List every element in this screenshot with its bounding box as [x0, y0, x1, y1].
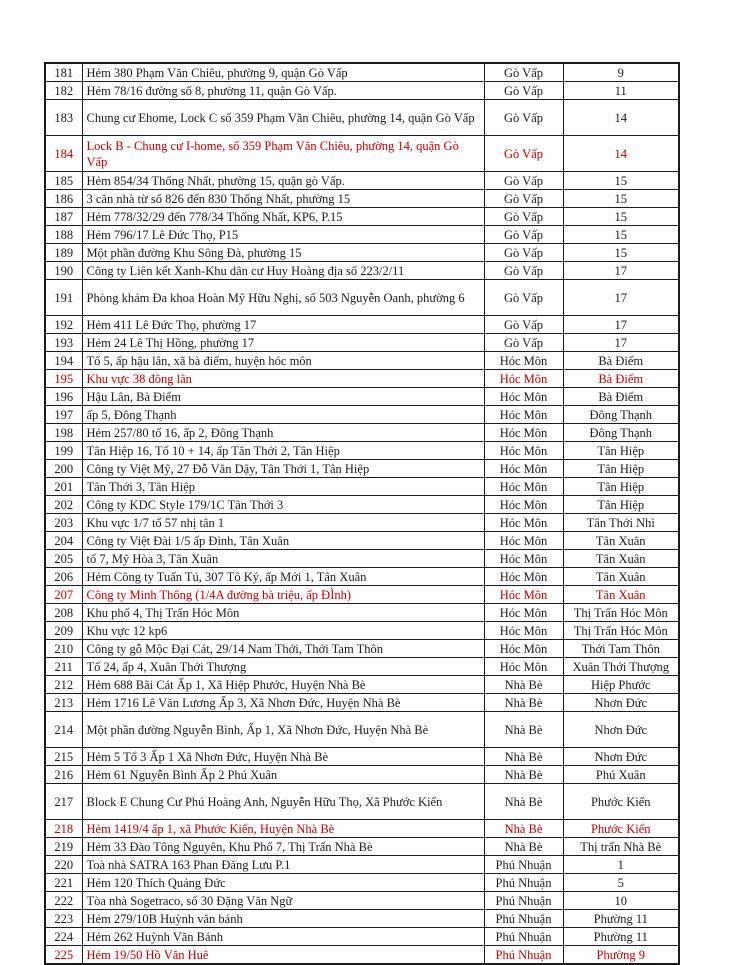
- table-row: [45, 316, 679, 334]
- row-number: 207: [45, 586, 82, 604]
- district-cell: Gò Vấp: [484, 226, 563, 244]
- address-cell: Một phần đường Nguyễn Bình, Ấp 1, Xã Nhơn Đức, Huyện Nhà Bè: [82, 712, 484, 748]
- district-cell: Gò Vấp: [484, 63, 563, 82]
- table-row: [45, 712, 679, 748]
- table-row: [45, 676, 679, 694]
- row-number: 184: [45, 136, 82, 172]
- ward-cell: Nhơn Đức: [563, 694, 679, 712]
- table-row: [45, 640, 679, 658]
- row-number: 211: [45, 658, 82, 676]
- row-number: 215: [45, 748, 82, 766]
- row-number: 210: [45, 640, 82, 658]
- ward-cell: 17: [563, 262, 679, 280]
- district-cell: Hóc Môn: [484, 532, 563, 550]
- address-cell: Khu vực 1/7 tổ 57 nhị tân 1: [82, 514, 484, 532]
- table-row: [45, 532, 679, 550]
- table-body: [45, 63, 679, 964]
- district-cell: Hóc Môn: [484, 388, 563, 406]
- row-number: 221: [45, 874, 82, 892]
- table-row: [45, 748, 679, 766]
- table-row: [45, 424, 679, 442]
- table-row: [45, 370, 679, 388]
- address-cell: Hẻm 5 Tổ 3 Ấp 1 Xã Nhơn Đức, Huyện Nhà Bè: [82, 748, 484, 766]
- ward-cell: Bà Điểm: [563, 370, 679, 388]
- address-cell: Khu phố 4, Thị Trấn Hóc Môn: [82, 604, 484, 622]
- ward-cell: 17: [563, 316, 679, 334]
- ward-cell: 15: [563, 244, 679, 262]
- address-cell: Công ty gỗ Mộc Đại Cát, 29/14 Nam Thới, Thới Tam Thôn: [82, 640, 484, 658]
- district-cell: Gò Vấp: [484, 172, 563, 190]
- ward-cell: 11: [563, 82, 679, 100]
- district-cell: Phú Nhuận: [484, 946, 563, 965]
- table-row: [45, 910, 679, 928]
- district-cell: Gò Vấp: [484, 208, 563, 226]
- address-cell: Hẻm 33 Đào Tông Nguyên, Khu Phố 7, Thị Trấn Nhà Bè: [82, 838, 484, 856]
- row-number: 205: [45, 550, 82, 568]
- district-cell: Hóc Môn: [484, 496, 563, 514]
- district-cell: Hóc Môn: [484, 352, 563, 370]
- address-cell: Hẻm 78/16 đường số 8, phường 11, quận Gò Vấp.: [82, 82, 484, 100]
- ward-cell: 17: [563, 334, 679, 352]
- row-number: 186: [45, 190, 82, 208]
- ward-cell: 14: [563, 136, 679, 172]
- row-number: 192: [45, 316, 82, 334]
- address-cell: Hẻm 120 Thích Quảng Đức: [82, 874, 484, 892]
- district-cell: Hóc Môn: [484, 586, 563, 604]
- table-row: [45, 766, 679, 784]
- district-cell: Hóc Môn: [484, 622, 563, 640]
- address-cell: Hẻm 796/17 Lê Đức Thọ, P15: [82, 226, 484, 244]
- row-number: 201: [45, 478, 82, 496]
- table-row: [45, 244, 679, 262]
- district-cell: Gò Vấp: [484, 100, 563, 136]
- address-cell: Chung cư Ehome, Lock C số 359 Phạm Văn Chiêu, phường 14, quận Gò Vấp: [82, 100, 484, 136]
- row-number: 204: [45, 532, 82, 550]
- ward-cell: Bà Điểm: [563, 388, 679, 406]
- row-number: 212: [45, 676, 82, 694]
- address-cell: ấp 5, Đông Thạnh: [82, 406, 484, 424]
- table-row: [45, 838, 679, 856]
- ward-cell: Thị trấn Nhà Bè: [563, 838, 679, 856]
- district-cell: Hóc Môn: [484, 460, 563, 478]
- ward-cell: Nhơn Đức: [563, 712, 679, 748]
- district-cell: Nhà Bè: [484, 748, 563, 766]
- address-cell: Hẻm 1419/4 ấp 1, xã Phước Kiển, Huyện Nhà Bè: [82, 820, 484, 838]
- table-row: [45, 820, 679, 838]
- ward-cell: Đông Thạnh: [563, 424, 679, 442]
- row-number: 200: [45, 460, 82, 478]
- table-row: [45, 784, 679, 820]
- row-number: 218: [45, 820, 82, 838]
- address-cell: Khu vực 12 kp6: [82, 622, 484, 640]
- ward-cell: Hiệp Phước: [563, 676, 679, 694]
- address-cell: Hẻm 411 Lê Đức Thọ, phường 17: [82, 316, 484, 334]
- address-cell: Hẻm Công ty Tuấn Tú, 307 Tô Ký, ấp Mới 1, Tân Xuân: [82, 568, 484, 586]
- address-cell: Công ty Việt Mỹ, 27 Đỗ Văn Dậy, Tân Thới 1, Tân Hiệp: [82, 460, 484, 478]
- address-cell: Tổ 24, ấp 4, Xuân Thới Thượng: [82, 658, 484, 676]
- ward-cell: Đông Thạnh: [563, 406, 679, 424]
- district-cell: Nhà Bè: [484, 838, 563, 856]
- table-row: [45, 280, 679, 316]
- row-number: 181: [45, 63, 82, 82]
- ward-cell: Phường 11: [563, 928, 679, 946]
- row-number: 185: [45, 172, 82, 190]
- district-cell: Hóc Môn: [484, 424, 563, 442]
- address-cell: Hẻm 778/32/29 đến 778/34 Thống Nhất, KP6, P.15: [82, 208, 484, 226]
- row-number: 225: [45, 946, 82, 965]
- row-number: 197: [45, 406, 82, 424]
- district-cell: Nhà Bè: [484, 694, 563, 712]
- district-cell: Hóc Môn: [484, 514, 563, 532]
- district-cell: Gò Vấp: [484, 244, 563, 262]
- row-number: 209: [45, 622, 82, 640]
- address-cell: Hẻm 1716 Lê Văn Lương Ấp 3, Xã Nhơn Đức, Huyện Nhà Bè: [82, 694, 484, 712]
- district-cell: Gò Vấp: [484, 190, 563, 208]
- district-cell: Hóc Môn: [484, 604, 563, 622]
- row-number: 194: [45, 352, 82, 370]
- address-cell: Công ty Việt Đài 1/5 ấp Đình, Tân Xuân: [82, 532, 484, 550]
- address-cell: Khu vực 38 đông lân: [82, 370, 484, 388]
- row-number: 206: [45, 568, 82, 586]
- district-cell: Phú Nhuận: [484, 874, 563, 892]
- ward-cell: Thị Trấn Hóc Môn: [563, 604, 679, 622]
- address-cell: Hẻm 279/10B Huỳnh văn bánh: [82, 910, 484, 928]
- row-number: 224: [45, 928, 82, 946]
- address-cell: Hẻm 19/50 Hồ Văn Huê: [82, 946, 484, 965]
- table-row: [45, 172, 679, 190]
- district-cell: Nhà Bè: [484, 784, 563, 820]
- ward-cell: 9: [563, 63, 679, 82]
- row-number: 196: [45, 388, 82, 406]
- ward-cell: Phước Kiển: [563, 820, 679, 838]
- address-cell: Tòa nhà Sogetraco, số 30 Đặng Văn Ngữ: [82, 892, 484, 910]
- district-cell: Gò Vấp: [484, 82, 563, 100]
- address-cell: Hẻm 854/34 Thống Nhất, phường 15, quận gò Vấp.: [82, 172, 484, 190]
- ward-cell: Thới Tam Thôn: [563, 640, 679, 658]
- row-number: 223: [45, 910, 82, 928]
- district-cell: Phú Nhuận: [484, 928, 563, 946]
- ward-cell: 15: [563, 226, 679, 244]
- ward-cell: Phú Xuân: [563, 766, 679, 784]
- row-number: 217: [45, 784, 82, 820]
- ward-cell: Thị Trấn Hóc Môn: [563, 622, 679, 640]
- table-row: [45, 874, 679, 892]
- ward-cell: 1: [563, 856, 679, 874]
- row-number: 216: [45, 766, 82, 784]
- table-row: [45, 928, 679, 946]
- district-cell: Hóc Môn: [484, 640, 563, 658]
- table-row: [45, 406, 679, 424]
- table-row: [45, 856, 679, 874]
- ward-cell: Tân Hiệp: [563, 496, 679, 514]
- district-cell: Gò Vấp: [484, 316, 563, 334]
- ward-cell: 14: [563, 100, 679, 136]
- row-number: 183: [45, 100, 82, 136]
- district-cell: Gò Vấp: [484, 136, 563, 172]
- address-cell: Lock B - Chung cư I-home, số 359 Phạm Văn Chiêu, phường 14, quận Gò Vấp: [82, 136, 484, 172]
- table-row: [45, 136, 679, 172]
- ward-cell: Phường 11: [563, 910, 679, 928]
- ward-cell: Nhơn Đức: [563, 748, 679, 766]
- table-row: [45, 334, 679, 352]
- row-number: 195: [45, 370, 82, 388]
- district-cell: Gò Vấp: [484, 334, 563, 352]
- district-cell: Hóc Môn: [484, 568, 563, 586]
- row-number: 213: [45, 694, 82, 712]
- address-cell: Hẻm 257/80 tổ 16, ấp 2, Đông Thạnh: [82, 424, 484, 442]
- table-row: [45, 550, 679, 568]
- ward-cell: Tân Hiệp: [563, 442, 679, 460]
- district-cell: Hóc Môn: [484, 370, 563, 388]
- row-number: 222: [45, 892, 82, 910]
- district-cell: Hóc Môn: [484, 550, 563, 568]
- row-number: 214: [45, 712, 82, 748]
- row-number: 203: [45, 514, 82, 532]
- table-row: [45, 514, 679, 532]
- row-number: 198: [45, 424, 82, 442]
- ward-cell: Phước Kiển: [563, 784, 679, 820]
- table-row: [45, 352, 679, 370]
- row-number: 193: [45, 334, 82, 352]
- table-row: [45, 496, 679, 514]
- ward-cell: Phường 9: [563, 946, 679, 965]
- ward-cell: 15: [563, 208, 679, 226]
- address-cell: Hẻm 688 Bãi Cát Ấp 1, Xã Hiệp Phước, Huyện Nhà Bè: [82, 676, 484, 694]
- address-cell: Công ty Liên kết Xanh-Khu dân cư Huy Hoàng địa số 223/2/11: [82, 262, 484, 280]
- district-cell: Nhà Bè: [484, 676, 563, 694]
- address-cell: Hẻm 262 Huỳnh Văn Bánh: [82, 928, 484, 946]
- address-cell: Hẻm 61 Nguyễn Bình Ấp 2 Phú Xuân: [82, 766, 484, 784]
- ward-cell: Xuân Thới Thượng: [563, 658, 679, 676]
- table-row: [45, 946, 679, 965]
- table-row: [45, 442, 679, 460]
- address-cell: Tổ 5, ấp hậu lân, xã bà điểm, huyện hóc môn: [82, 352, 484, 370]
- row-number: 191: [45, 280, 82, 316]
- district-cell: Phú Nhuận: [484, 856, 563, 874]
- table-row: [45, 226, 679, 244]
- ward-cell: Bà Điểm: [563, 352, 679, 370]
- address-cell: tổ 7, Mỹ Hòa 3, Tân Xuân: [82, 550, 484, 568]
- ward-cell: Tân Thới Nhì: [563, 514, 679, 532]
- table-row: [45, 63, 679, 82]
- ward-cell: Tân Xuân: [563, 532, 679, 550]
- ward-cell: Tân Hiệp: [563, 478, 679, 496]
- table-row: [45, 460, 679, 478]
- district-cell: Nhà Bè: [484, 766, 563, 784]
- table-row: [45, 622, 679, 640]
- district-cell: Hóc Môn: [484, 478, 563, 496]
- address-cell: Hẻm 24 Lê Thị Hồng, phường 17: [82, 334, 484, 352]
- table-row: [45, 388, 679, 406]
- district-cell: Phú Nhuận: [484, 910, 563, 928]
- address-cell: Tân Thới 3, Tân Hiệp: [82, 478, 484, 496]
- table-row: [45, 892, 679, 910]
- address-cell: Công ty Minh Thông (1/4A đường bà triệu, ấp ĐÌnh): [82, 586, 484, 604]
- ward-cell: Tân Xuân: [563, 568, 679, 586]
- table-row: [45, 604, 679, 622]
- ward-cell: Tân Xuân: [563, 586, 679, 604]
- table-row: [45, 694, 679, 712]
- address-cell: Một phần đường Khu Sông Đà, phường 15: [82, 244, 484, 262]
- table-row: [45, 208, 679, 226]
- address-cell: Công ty KDC Style 179/1C Tân Thới 3: [82, 496, 484, 514]
- table-row: [45, 262, 679, 280]
- table-row: [45, 658, 679, 676]
- ward-cell: 5: [563, 874, 679, 892]
- district-cell: Nhà Bè: [484, 712, 563, 748]
- row-number: 189: [45, 244, 82, 262]
- row-number: 208: [45, 604, 82, 622]
- address-cell: 3 căn nhà từ số 826 đến 830 Thống Nhất, phường 15: [82, 190, 484, 208]
- row-number: 199: [45, 442, 82, 460]
- address-cell: Tân Hiệp 16, Tổ 10 + 14, ấp Tân Thới 2, Tân Hiệp: [82, 442, 484, 460]
- row-number: 188: [45, 226, 82, 244]
- table-row: [45, 100, 679, 136]
- ward-cell: Tân Xuân: [563, 550, 679, 568]
- table-row: [45, 82, 679, 100]
- row-number: 187: [45, 208, 82, 226]
- ward-cell: 17: [563, 280, 679, 316]
- row-number: 202: [45, 496, 82, 514]
- ward-cell: 10: [563, 892, 679, 910]
- district-cell: Hóc Môn: [484, 442, 563, 460]
- table-row: [45, 478, 679, 496]
- district-cell: Hóc Môn: [484, 658, 563, 676]
- address-cell: Hẻm 380 Phạm Văn Chiêu, phường 9, quận Gò Vấp: [82, 63, 484, 82]
- row-number: 190: [45, 262, 82, 280]
- district-cell: Hóc Môn: [484, 406, 563, 424]
- row-number: 182: [45, 82, 82, 100]
- table-row: [45, 586, 679, 604]
- lockdown-areas-table: [44, 62, 680, 965]
- ward-cell: Tân Hiệp: [563, 460, 679, 478]
- address-cell: Hậu Lân, Bà Điểm: [82, 388, 484, 406]
- district-cell: Gò Vấp: [484, 262, 563, 280]
- district-cell: Phú Nhuận: [484, 892, 563, 910]
- ward-cell: 15: [563, 172, 679, 190]
- table-row: [45, 190, 679, 208]
- district-cell: Gò Vấp: [484, 280, 563, 316]
- ward-cell: 15: [563, 190, 679, 208]
- table-row: [45, 568, 679, 586]
- address-cell: Block E Chung Cư Phú Hoàng Anh, Nguyễn Hữu Thọ, Xã Phước Kiển: [82, 784, 484, 820]
- address-cell: Toà nhà SATRA 163 Phan Đăng Lưu P.1: [82, 856, 484, 874]
- address-cell: Phòng khám Đa khoa Hoàn Mỹ Hữu Nghị, số 503 Nguyễn Oanh, phường 6: [82, 280, 484, 316]
- row-number: 220: [45, 856, 82, 874]
- district-cell: Nhà Bè: [484, 820, 563, 838]
- row-number: 219: [45, 838, 82, 856]
